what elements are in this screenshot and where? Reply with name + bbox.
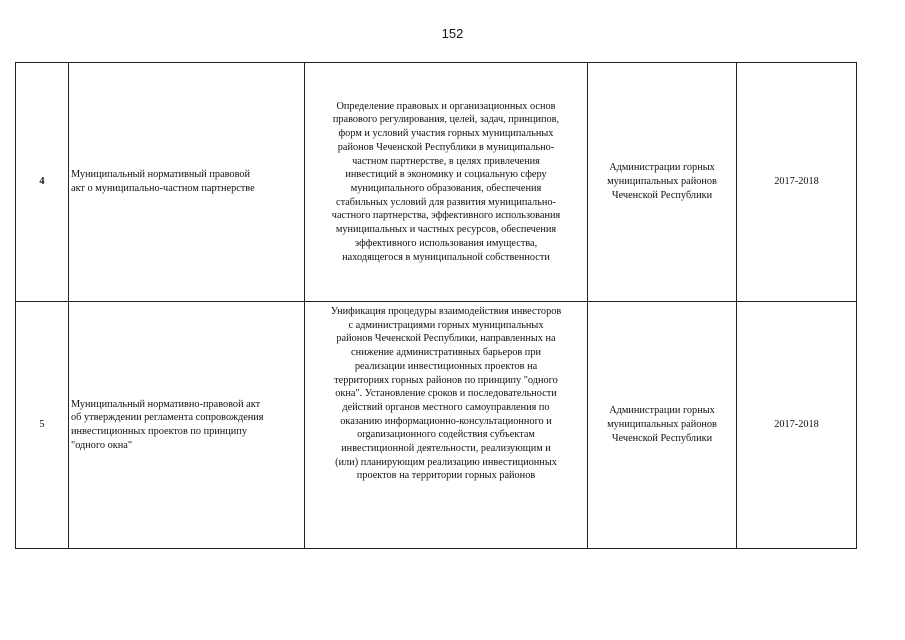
responsible-body <box>588 63 737 302</box>
responsible-body <box>588 302 737 549</box>
act-description <box>305 63 588 302</box>
row-number: 5 <box>16 302 69 549</box>
act-description <box>305 302 588 549</box>
responsible-body-text: Администрации горных муниципальных районов Чеченской Республики <box>607 162 717 201</box>
responsible-body-text: Администрации горных муниципальных районов Чеченской Республики <box>607 405 717 444</box>
implementation-period: 2017-2018 <box>737 63 857 302</box>
act-description-text: Унификация процедуры взаимодействия инвесторов с администрациями горных муниципальных районов Чеченской Республики, направленных на снижение административных барьеров при реализации инвестиционных проектов на территориях горных районов по принципу "одного окна". Установление сроков и последовательности действий органов местного самоуправления по оказанию информационно-консультационного и organизационного содействия субъектам инвестиционной деятельности, реализующим и (или) планирующим реализацию инвестиционных проектов на территории горных районов <box>330 306 562 482</box>
act-name <box>69 63 305 302</box>
measures-table <box>15 62 857 549</box>
act-name <box>69 302 305 549</box>
implementation-period: 2017-2018 <box>737 302 857 549</box>
act-name-text: Муниципальный нормативный правовой акт о муниципально-частном партнерстве <box>71 169 255 194</box>
page-number: 152 <box>441 26 464 41</box>
act-name-text: Муниципальный нормативно-правовой акт об утверждении регламента сопровождения инвестиционных проектов по принципу "одного окна" <box>71 398 264 451</box>
table-row <box>16 302 857 549</box>
row-number: 4 <box>16 63 69 302</box>
act-description-text: Определение правовых и организационных основ правового регулирования, целей, задач, принципов, форм и условий участия горных муниципальных районов Чеченской Республики в муниципально- частном партнерстве, в целях привлечения инвестиций в экономику и социальную сферу муниципального образования, обеспечения стабильных условий для развития муниципально- частного партнерства, эффективного использования муниципальных и частных ресурсов, обеспечения эффективного использования имущества, находящегося в муниципальной собственности <box>331 100 561 263</box>
table-row <box>16 63 857 302</box>
